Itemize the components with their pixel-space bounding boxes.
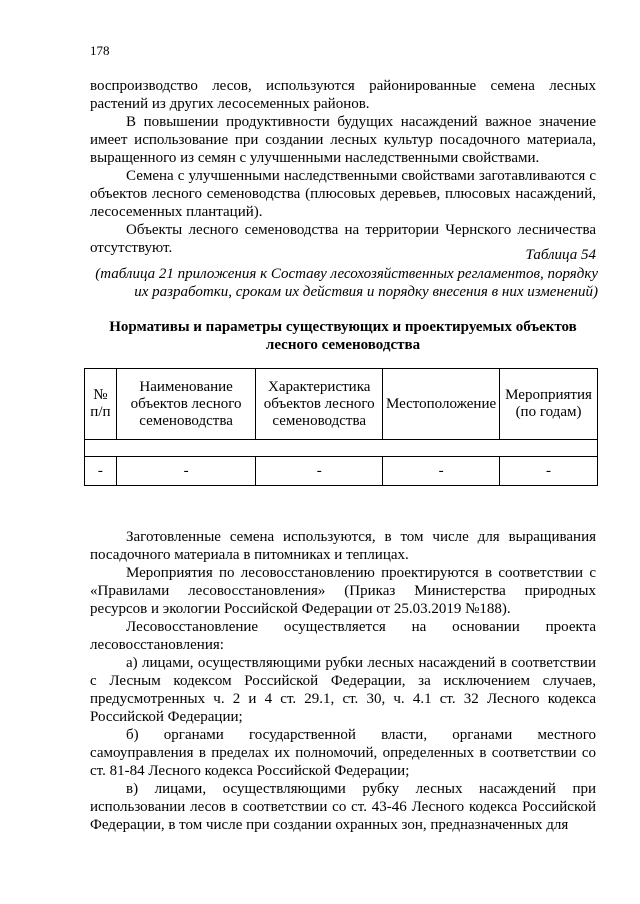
table-cell: - (85, 457, 117, 486)
column-header: № п/п (85, 369, 117, 440)
table-spacer-row (85, 440, 598, 457)
table-title: Нормативы и параметры существующих и проектируемых объектов лесного семеноводства (109, 319, 577, 353)
column-header: Наименование объектов лесного семеноводства (116, 369, 255, 440)
table-row (85, 457, 598, 486)
column-header: Мероприятия (по годам) (500, 369, 598, 440)
lower-text-block (90, 528, 596, 834)
table-source-note: (таблица 21 приложения к Составу лесохозяйственных регламентов, порядку их разработки, срокам их действия и порядку внесения в них изменений) (95, 266, 598, 300)
paragraph: Лесовосстановление осуществляется на основании проекта лесовосстановления: (90, 619, 596, 653)
seed-objects-table (84, 368, 598, 486)
paragraph: а) лицами, осуществляющими рубки лесных насаждений в соответствии с Лесным кодексом Российской Федерации, за исключением случаев, предусмотренных ч. 2 и 4 ст. 29.1, ст. 30, ч. 4.1 ст. 32 Лесного кодекса Российской Федерации; (90, 655, 596, 725)
column-header: Местоположение (383, 369, 500, 440)
spacer-cell (85, 440, 598, 457)
paragraph: б) органами государственной власти, органами местного самоуправления в пределах их полномочий, определенных в соответствии со ст. 81-84 Лесного кодекса Российской Федерации; (90, 727, 596, 779)
page-number: 178 (90, 43, 110, 58)
table-cell: - (383, 457, 500, 486)
column-header: Характеристика объектов лесного семеноводства (256, 369, 383, 440)
paragraph: Заготовленные семена используются, в том числе для выращивания посадочного материала в питомниках и теплицах. (90, 529, 596, 563)
table-cell: - (116, 457, 255, 486)
paragraph: Мероприятия по лесовосстановлению проектируются в соответствии с «Правилами лесовосстановления» (Приказ Министерства природных ресурсов и экологии Российской Федерации от 25.03.2019 №188). (90, 565, 596, 617)
table-header-row (85, 369, 598, 440)
table-number: Таблица 54 (525, 247, 596, 263)
table-cell: - (256, 457, 383, 486)
paragraph: воспроизводство лесов, используются районированные семена лесных растений из других лесосеменных районов. (90, 78, 596, 112)
paragraph: В повышении продуктивности будущих насаждений важное значение имеет использование при создании лесных культур посадочного материала, выращенного из семян с улучшенными наследственными свойствами. (90, 114, 596, 166)
paragraph: Семена с улучшенными наследственными свойствами заготавливаются с объектов лесного семеноводства (плюсовых деревьев, плюсовых насаждений, лесосеменных плантаций). (90, 168, 596, 220)
paragraph: в) лицами, осуществляющими рубку лесных насаждений при использовании лесов в соответствии со ст. 43-46 Лесного кодекса Российской Федерации, в том числе при создании охранных зон, предназначенных для (90, 781, 596, 833)
table-cell: - (500, 457, 598, 486)
upper-text-block (90, 77, 596, 257)
paragraph: Объекты лесного семеноводства на территории Чернского лесничества отсутствуют. (90, 222, 596, 256)
